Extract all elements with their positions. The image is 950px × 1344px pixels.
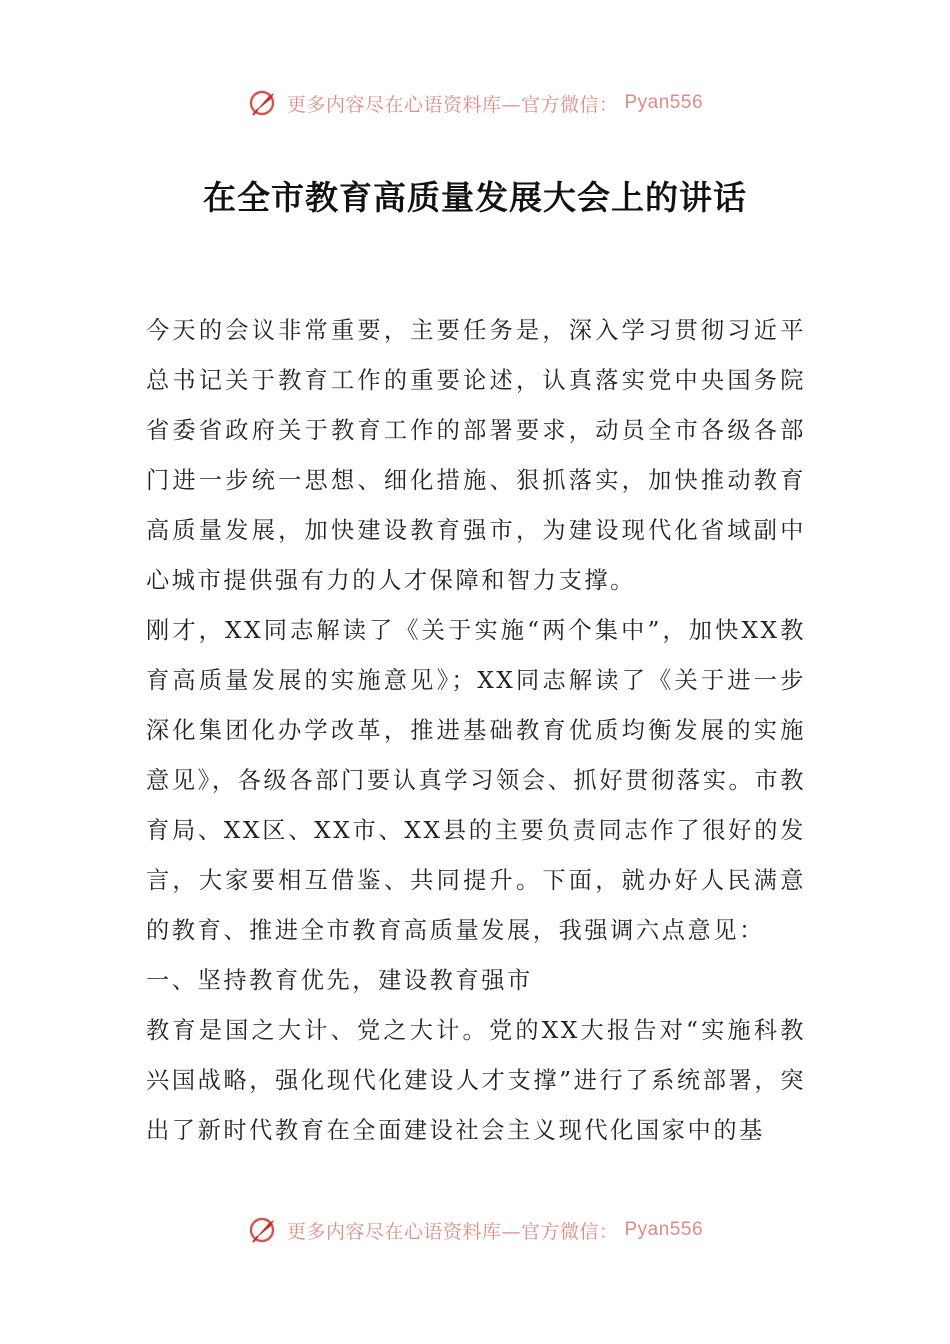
watermark-wechat-id: Pyan556 (624, 92, 704, 113)
document-title: 在全市教育高质量发展大会上的讲话 (203, 178, 747, 217)
section-heading: 一、坚持教育优先，建设教育强市 (146, 967, 533, 994)
watermark-wechat-id: Pyan556 (624, 1219, 704, 1240)
quill-logo-icon (247, 88, 281, 118)
document-body (146, 306, 806, 1156)
paragraph: 刚才，XX同志解读了《关于实施“两个集中”，加快XX教育高质量发展的实施意见》；XX同志解读了《关于进一步深化集团化办学改革，推进基础教育优质均衡发展的实施意见》，各级各部门要认真学习领会、抓好贯彻落实。市教育局、XX区、XX市、XX县的主要负责同志作了很好的发言，大家要相互借鉴、共同提升。下面，就办好人民满意的教育、推进全市教育高质量发展，我强调六点意见： (146, 617, 806, 944)
paragraph: 今天的会议非常重要，主要任务是，深入学习贯彻习近平总书记关于教育工作的重要论述，认真落实党中央国务院省委省政府关于教育工作的部署要求，动员全市各级各部门进一步统一思想、细化措施、狠抓落实，加快推动教育高质量发展，加快建设教育强市，为建设现代化省域副中心城市提供强有力的人才保障和智力支撑。 (146, 317, 806, 594)
watermark-text: 更多内容尽在心语资料库—官方微信： (286, 1220, 619, 1243)
watermark-text: 更多内容尽在心语资料库—官方微信： (286, 93, 619, 116)
footer-watermark (0, 1212, 950, 1248)
paragraph: 教育是国之大计、党之大计。党的XX大报告对“实施科教兴国战略，强化现代化建设人才支撑”进行了系统部署，突出了新时代教育在全面建设社会主义现代化国家中的基 (146, 1017, 806, 1144)
quill-logo-icon (247, 1215, 281, 1245)
header-watermark (0, 85, 950, 121)
